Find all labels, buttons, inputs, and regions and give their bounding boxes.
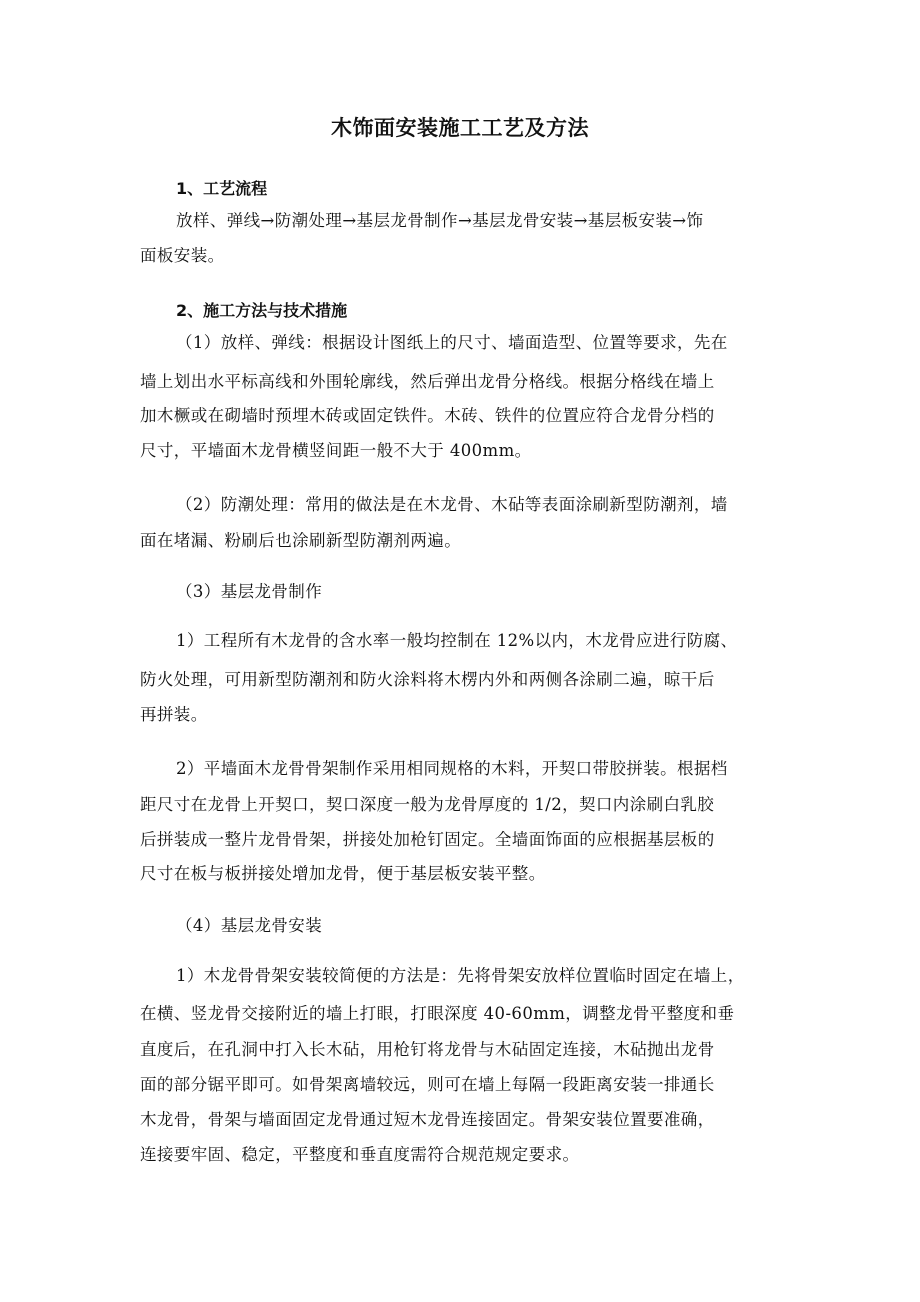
paragraph-line: （1）放样、弹线：根据设计图纸上的尺寸、墙面造型、位置等要求，先在 — [176, 333, 728, 352]
paragraph-line: 面在堵漏、粉刷后也涂刷新型防潮剂两遍。 — [140, 531, 462, 550]
paragraph-line: 2）平墙面木龙骨骨架制作采用相同规格的木料，开契口带胶拼装。根据档 — [176, 759, 728, 778]
paragraph-line: 后拼装成一整片龙骨骨架，拼接处加枪钉固定。全墙面饰面的应根据基层板的 — [140, 830, 715, 849]
paragraph-line: （2）防潮处理：常用的做法是在木龙骨、木砧等表面涂刷新型防潮剂，墙 — [176, 495, 728, 514]
paragraph-line: 直度后，在孔洞中打入长木砧，用枪钉将龙骨与木砧固定连接，木砧抛出龙骨 — [140, 1040, 715, 1059]
paragraph-line: 木龙骨，骨架与墙面固定龙骨通过短木龙骨连接固定。骨架安装位置要准确， — [140, 1110, 715, 1129]
page-title: 木饰面安装施工工艺及方法 — [331, 116, 589, 140]
paragraph-line: 距尺寸在龙骨上开契口，契口深度一般为龙骨厚度的 1/2，契口内涂刷白乳胶 — [140, 795, 715, 814]
paragraph-line: 在横、竖龙骨交接附近的墙上打眼，打眼深度 40-60mm，调整龙骨平整度和垂 — [140, 1004, 735, 1023]
paragraph-line: （4）基层龙骨安装 — [176, 916, 323, 935]
paragraph-line: 1）木龙骨骨架安装较简便的方法是：先将骨架安放样位置临时固定在墙上， — [176, 966, 745, 985]
paragraph-line: 1）工程所有木龙骨的含水率一般均控制在 12%以内，木龙骨应进行防腐、 — [176, 631, 738, 650]
paragraph-line: 连接要牢固、稳定，平整度和垂直度需符合规范规定要求。 — [140, 1145, 580, 1164]
section-heading-methods: 2、施工方法与技术措施 — [176, 301, 348, 320]
paragraph-line: 防火处理，可用新型防潮剂和防火涂料将木楞内外和两侧各涂刷二遍，晾干后 — [140, 670, 715, 689]
paragraph-line: （3）基层龙骨制作 — [176, 582, 323, 601]
paragraph-line: 再拼装。 — [140, 705, 208, 724]
paragraph-line: 尺寸，平墙面木龙骨横竖间距一般不大于 400mm。 — [140, 441, 532, 460]
paragraph-line: 面板安装。 — [140, 246, 225, 265]
paragraph-line: 放样、弹线→防潮处理→基层龙骨制作→基层龙骨安装→基层板安装→饰 — [176, 211, 704, 230]
section-heading-process: 1、工艺流程 — [176, 179, 268, 198]
paragraph-line: 尺寸在板与板拼接处增加龙骨，便于基层板安装平整。 — [140, 864, 546, 883]
paragraph-line: 加木橛或在砌墙时预埋木砖或固定铁件。木砖、铁件的位置应符合龙骨分档的 — [140, 406, 715, 425]
paragraph-line: 墙上划出水平标高线和外围轮廓线，然后弹出龙骨分格线。根据分格线在墙上 — [140, 372, 715, 391]
paragraph-line: 面的部分锯平即可。如骨架离墙较远，则可在墙上每隔一段距离安装一排通长 — [140, 1075, 715, 1094]
